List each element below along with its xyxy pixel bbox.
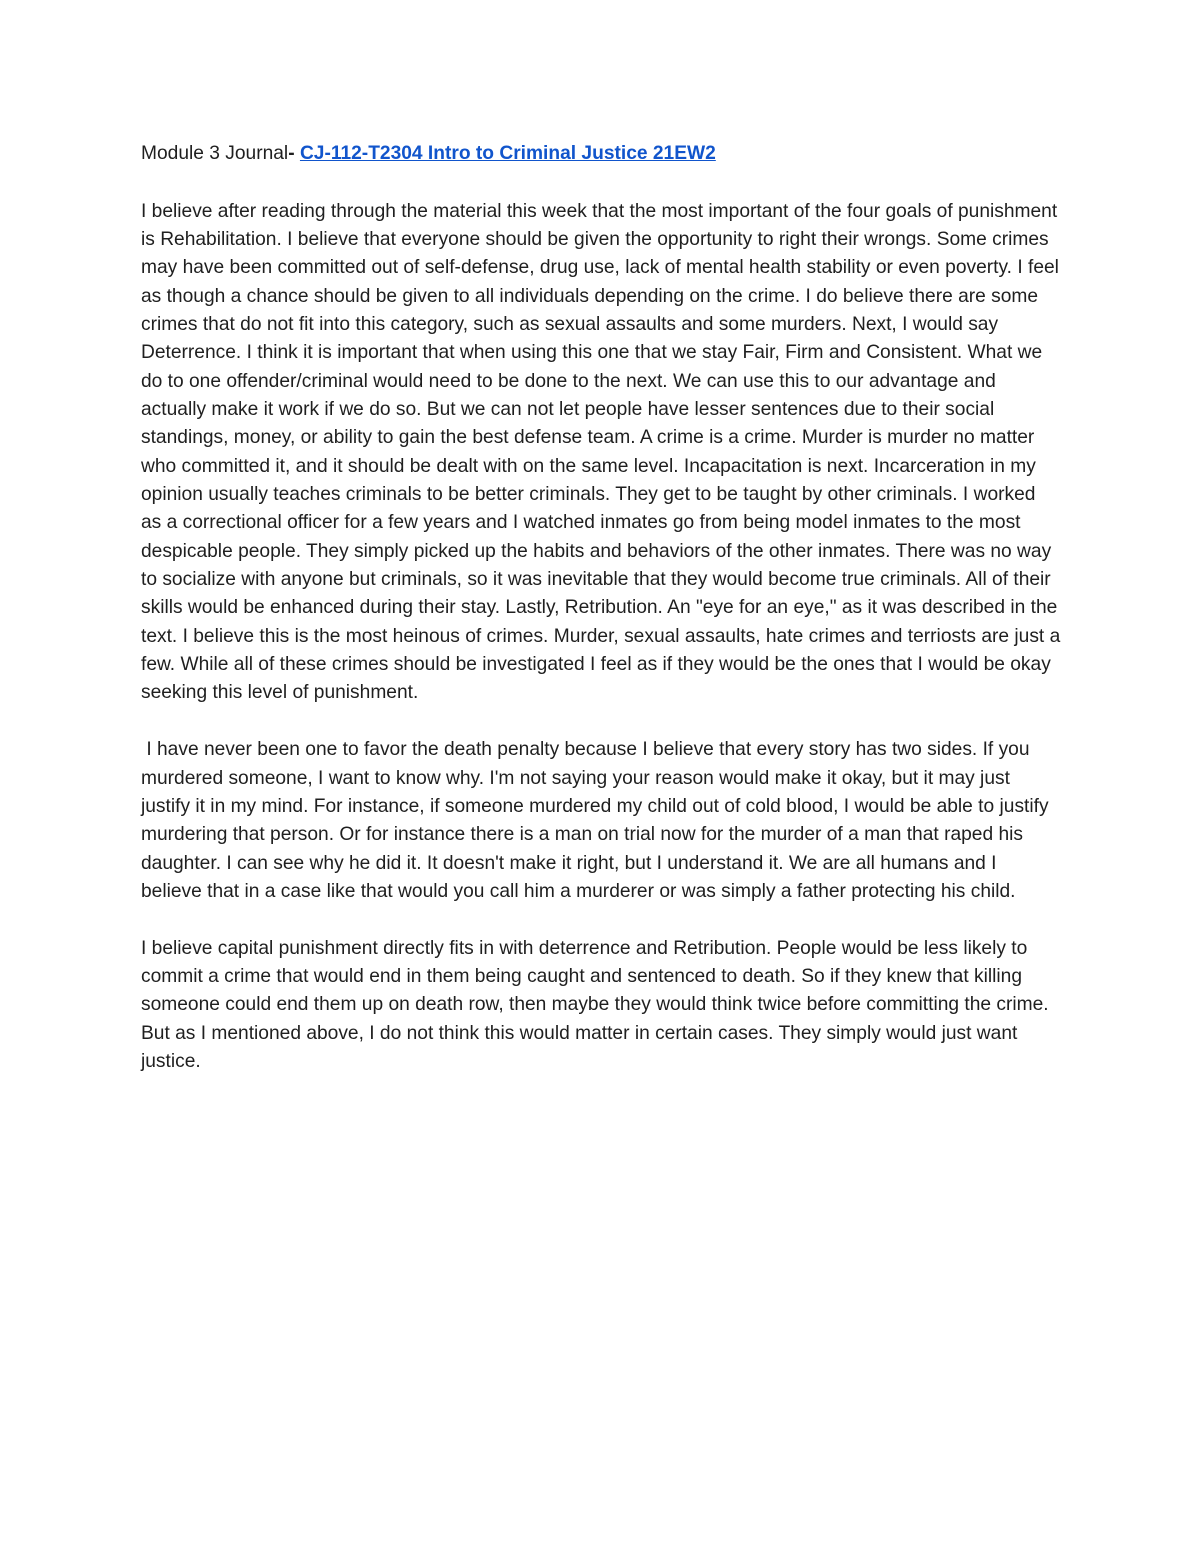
journal-paragraph-3: I believe capital punishment directly fits in with deterrence and Retribution. People would be less likely to commit a crime that would end in them being caught and sentenced to death. So if they knew that killing someone could end them up on death row, then maybe they would think twice before committing the crime. But as I mentioned above, I do not think this would matter in certain cases. They simply would just want justice.: [141, 937, 1049, 1073]
course-link[interactable]: CJ-112-T2304 Intro to Criminal Justice 21EW2: [299, 143, 716, 164]
document-page: [141, 140, 1061, 1105]
journal-title-separator: -: [288, 143, 300, 164]
journal-paragraph-2: I have never been one to favor the death penalty because I believe that every story has two sides. If you murdered someone, I want to know why. I'm not saying your reason would make it okay, but it may just justify it in my mind. For instance, if someone murdered my child out of cold blood, I would be able to justify murdering that person. Or for instance there is a man on trial now for the murder of a man that raped his daughter. I can see why he did it. It doesn't make it right, but I understand it. We are all humans and I believe that in a case like that would you call him a murderer or was simply a father protecting his child.: [141, 739, 1054, 902]
journal-title-prefix: Module 3 Journal: [141, 143, 289, 164]
journal-paragraph-1: I believe after reading through the material this week that the most important of the four goals of punishment is Rehabilitation. I believe that everyone should be given the opportunity to right their wrongs. Some crimes may have been committed out of self-defense, drug use, lack of mental health stability or even poverty. I feel as though a chance should be given to all individuals depending on the crime. I do believe there are some crimes that do not fit into this category, such as sexual assaults and some murders. Next, I would say Deterrence. I think it is important that when using this one that we stay Fair, Firm and Consistent. What we do to one offender/criminal would need to be done to the next. We can use this to our advantage and actually make it work if we do so. But we can not let people have lesser sentences due to their social standings, money, or ability to gain the best defense team. A crime is a crime. Murder is murder no matter who committed it, and it should be dealt with on the same level. Incapacitation is next. Incarceration in my opinion usually teaches criminals to be better criminals. They get to be taught by other criminals. I worked as a correctional officer for a few years and I watched inmates go from being model inmates to the most despicable people. They simply picked up the habits and behaviors of the other inmates. There was no way to socialize with anyone but criminals, so it was inevitable that they would become true criminals. All of their skills would be enhanced during their stay. Lastly, Retribution. An "eye for an eye," as it was described in the text. I believe this is the most heinous of crimes. Murder, sexual assaults, hate crimes and terriosts are just a few. While all of these crimes should be investigated I feel as if they would be the ones that I would be okay seeking this level of punishment.: [141, 200, 1061, 704]
journal-title: [141, 140, 1061, 169]
